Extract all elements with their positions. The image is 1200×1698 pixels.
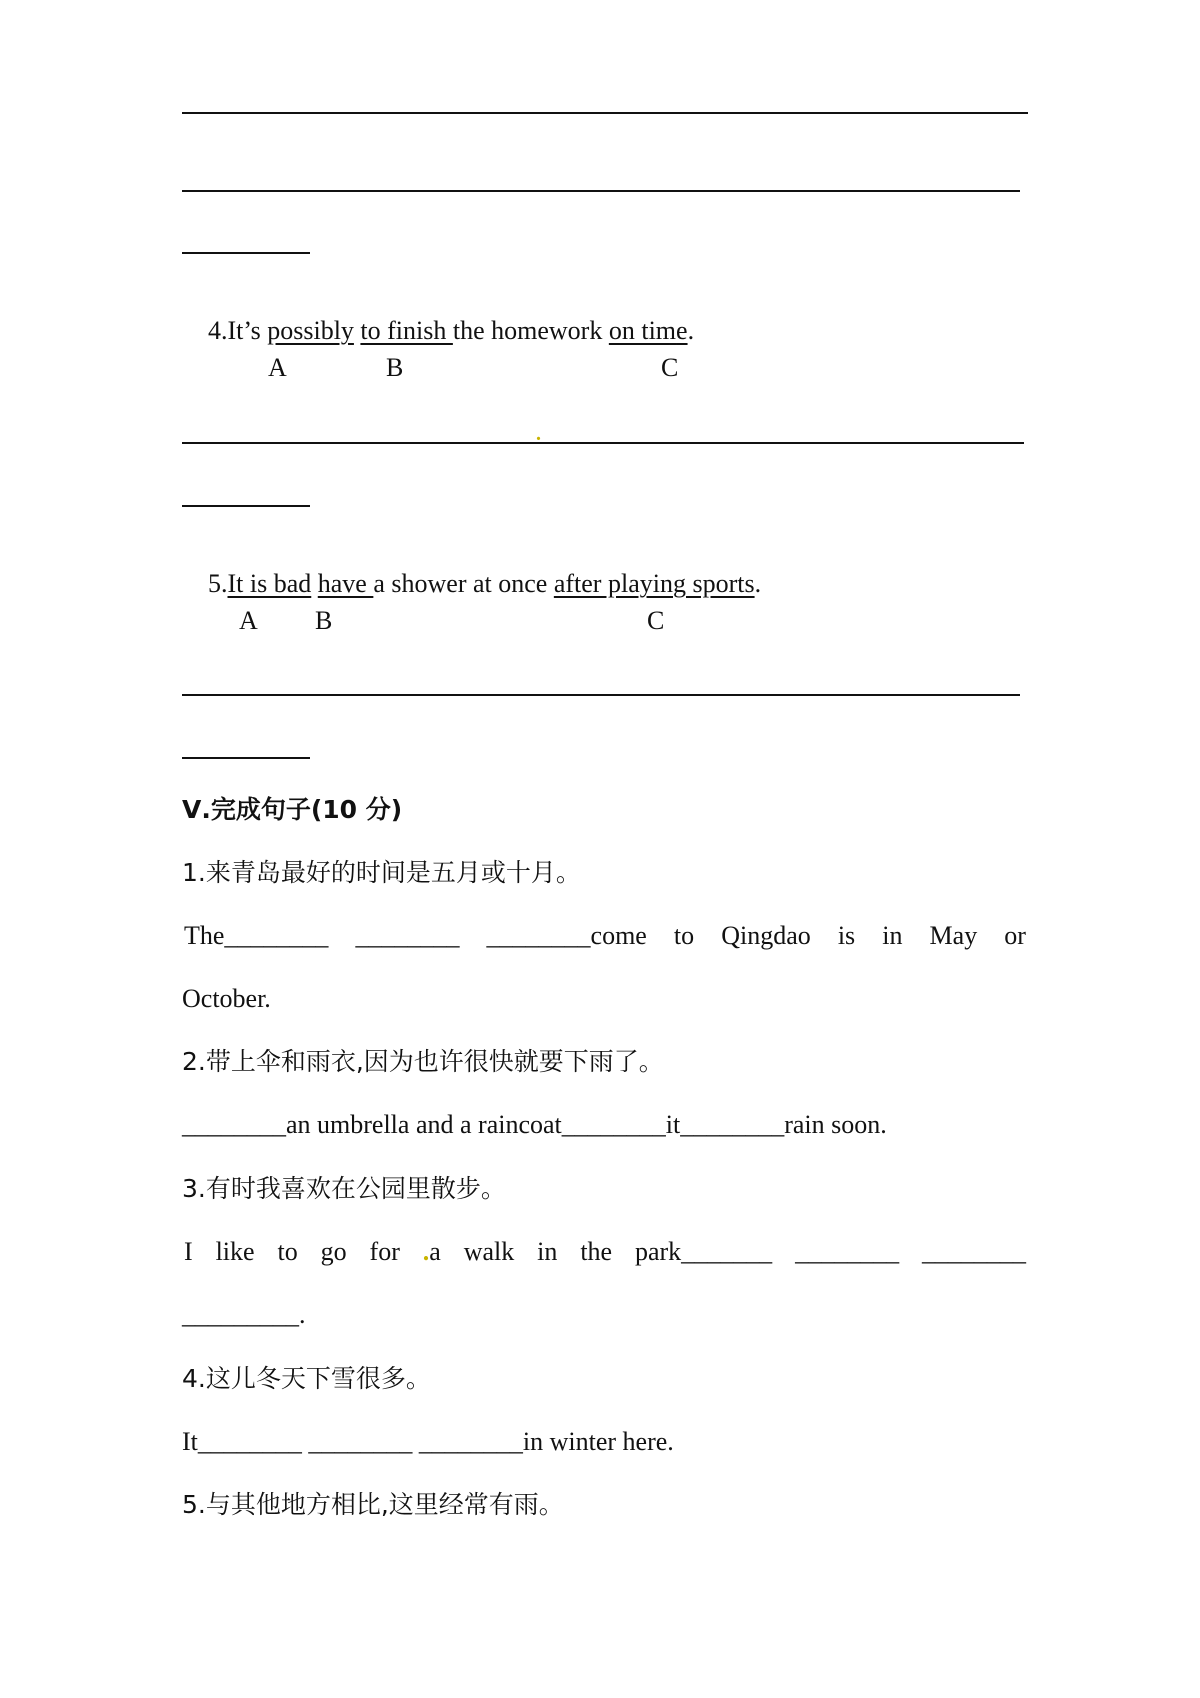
item-3-english-cont: _________.: [182, 1300, 306, 1329]
item-5-chinese: 5.与其他地方相比,这里经常有雨。: [182, 1490, 564, 1519]
answer-line-short: [182, 757, 310, 759]
option-a-text: possibly: [267, 316, 354, 345]
label-a: A: [268, 353, 287, 382]
option-a-text: It is bad: [227, 569, 312, 598]
answer-line-short: [182, 505, 310, 507]
label-b: B: [315, 606, 333, 635]
item-1-english: The________ ________ ________come to Qingdao is in May or: [184, 921, 1026, 950]
answer-line: [182, 190, 1020, 192]
item-4-chinese: 4.这儿冬天下雪很多。: [182, 1364, 431, 1393]
question-5: 5.It is bad have a shower at once after playing sports.: [208, 569, 762, 598]
item-2-english: ________an umbrella and a raincoat________it________rain soon.: [182, 1110, 887, 1139]
item-3-chinese: 3.有时我喜欢在公园里散步。: [182, 1174, 506, 1203]
item-1-english-cont: October.: [182, 984, 271, 1013]
section-title: Ⅴ.完成句子(10 分): [182, 795, 403, 824]
item-2-chinese: 2.带上伞和雨衣,因为也许很快就要下雨了。: [182, 1047, 664, 1076]
item-4-english: It________ ________ ________in winter here.: [182, 1427, 674, 1456]
item-1-chinese: 1.来青岛最好的时间是五月或十月。: [182, 858, 581, 887]
label-b: B: [386, 353, 404, 382]
answer-line-short: [182, 252, 310, 254]
label-c: C: [647, 606, 665, 635]
speck-mark: .: [536, 423, 541, 445]
option-c-text: on time: [608, 316, 688, 345]
speck-mark: .: [422, 1237, 430, 1266]
option-b-text: to finish: [360, 316, 453, 345]
answer-line: [182, 694, 1020, 696]
item-3-english: I like to go for .a walk in the park_______ ________ ________: [184, 1237, 1026, 1266]
label-a: A: [239, 606, 258, 635]
option-c-text: after playing sports: [553, 569, 755, 598]
answer-line: [182, 442, 1024, 444]
answer-line: [182, 112, 1028, 114]
question-4: 4.It’s possibly to finish the homework on time.: [208, 316, 695, 345]
label-c: C: [661, 353, 679, 382]
option-b-text: have: [317, 569, 374, 598]
